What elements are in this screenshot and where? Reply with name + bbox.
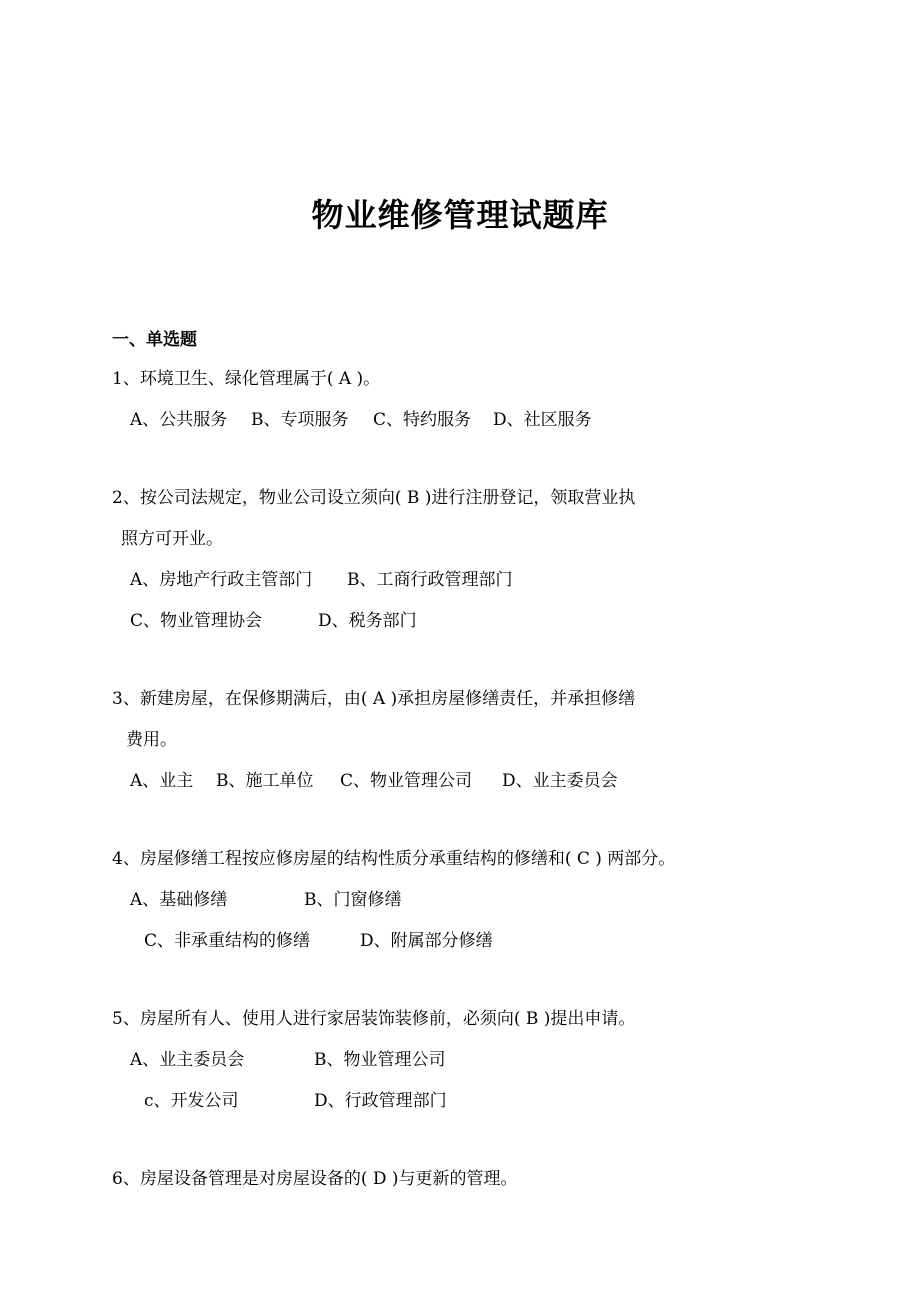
question-4-option-d: D、附属部分修缮 — [360, 931, 493, 951]
question-2-text-line-1: 2、按公司法规定，物业公司设立须向( B )进行注册登记，领取营业执 — [112, 488, 636, 508]
question-6-text: 6、房屋设备管理是对房屋设备的( D )与更新的管理。 — [112, 1169, 518, 1189]
question-5-option-d: D、行政管理部门 — [314, 1091, 447, 1111]
question-1-option-c: C、特约服务 — [373, 410, 472, 430]
question-4-text: 4、房屋修缮工程按应修房屋的结构性质分承重结构的修缮和( C ) 两部分。 — [112, 849, 676, 869]
question-1-text: 1、环境卫生、绿化管理属于( A )。 — [112, 369, 381, 389]
question-3-option-b: B、施工单位 — [216, 771, 314, 791]
question-1-option-d: D、社区服务 — [493, 410, 592, 430]
question-5-text: 5、房屋所有人、使用人进行家居装饰装修前，必须向( B )提出申请。 — [112, 1009, 636, 1029]
question-3-option-a: A、业主 — [130, 771, 194, 791]
question-2-option-b: B、工商行政管理部门 — [347, 570, 513, 590]
question-1-option-b: B、专项服务 — [251, 410, 349, 430]
question-2-option-d: D、税务部门 — [318, 611, 417, 631]
question-2-text-line-2: 照方可开业。 — [121, 529, 223, 549]
question-3-option-c: C、物业管理公司 — [340, 771, 473, 791]
page-title: 物业维修管理试题库 — [311, 196, 609, 234]
question-5-option-b: B、物业管理公司 — [314, 1050, 446, 1070]
question-5-option-a: A、业主委员会 — [130, 1050, 245, 1070]
question-5-option-c: c、开发公司 — [144, 1091, 239, 1111]
question-4-option-c: C、非承重结构的修缮 — [144, 931, 311, 951]
question-1-option-a: A、公共服务 — [130, 410, 228, 430]
question-3-text-line-1: 3、新建房屋，在保修期满后，由( A )承担房屋修缮责任，并承担修缮 — [112, 689, 636, 709]
question-3-text-line-2: 费用。 — [126, 730, 177, 750]
question-3-option-d: D、业主委员会 — [502, 771, 618, 791]
question-4-option-a: A、基础修缮 — [130, 890, 228, 910]
question-2-option-a: A、房地产行政主管部门 — [130, 570, 313, 590]
question-2-option-c: C、物业管理协会 — [130, 611, 263, 631]
section-heading: 一、单选题 — [112, 330, 197, 350]
question-4-option-b: B、门窗修缮 — [304, 890, 402, 910]
